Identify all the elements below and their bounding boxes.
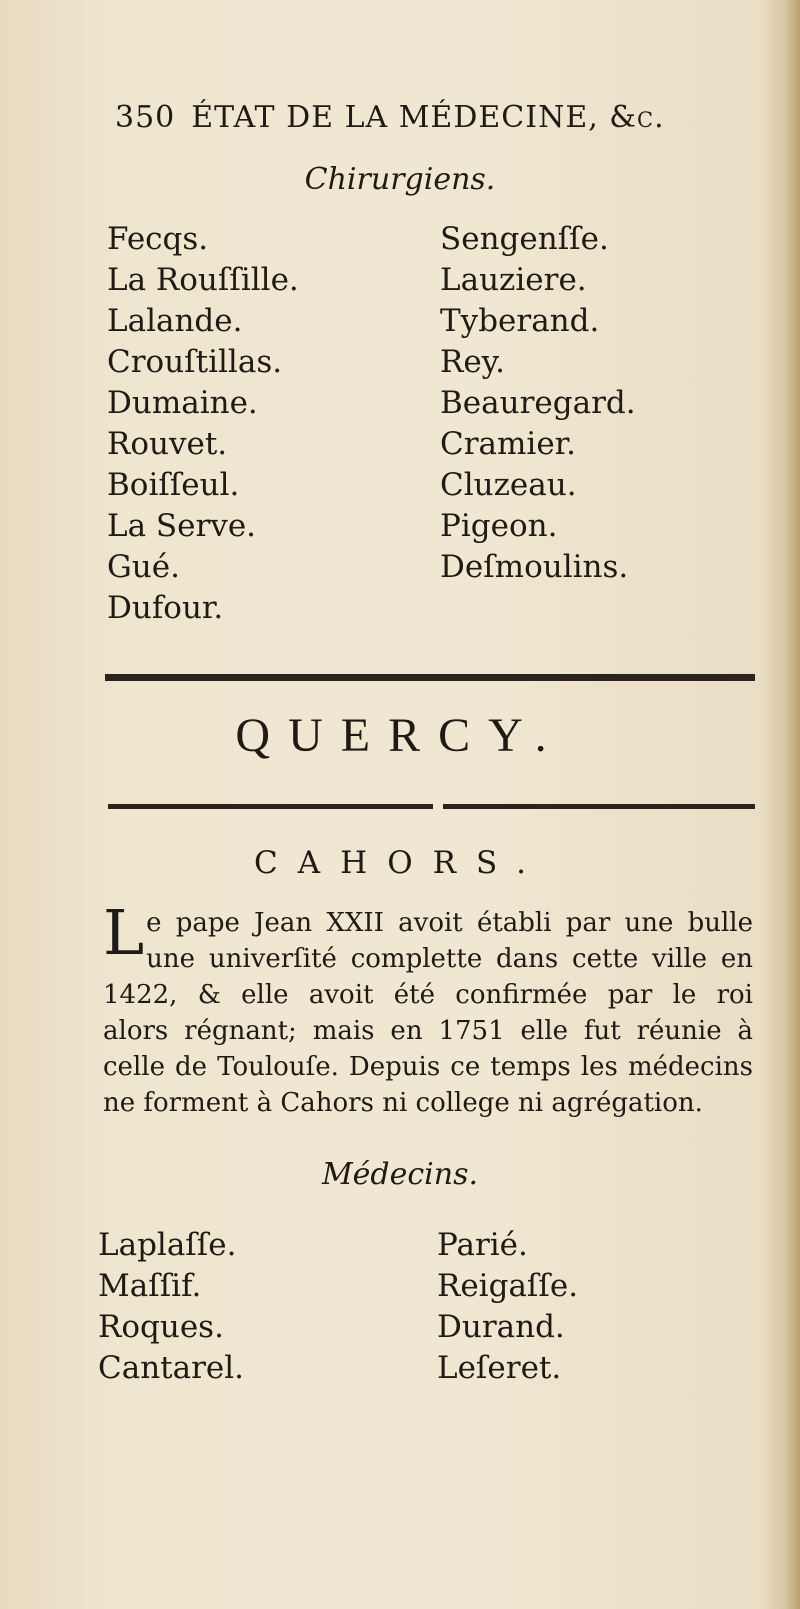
name-entry: Lauziere.	[440, 262, 587, 298]
paragraph-line: alors régnant; mais en 1751 elle fut réunie à	[103, 1016, 753, 1046]
province-title: QUERCY.	[235, 709, 565, 762]
name-entry: Beauregard.	[440, 385, 636, 421]
name-entry: Reigaſſe.	[437, 1268, 579, 1304]
name-entry: Maſſif.	[98, 1268, 202, 1304]
running-title: ÉTAT DE LA MÉDECINE, &c.	[191, 100, 665, 135]
name-entry: Rey.	[440, 344, 505, 380]
name-entry: Parié.	[437, 1227, 528, 1263]
name-entry: La Rouſſille.	[107, 262, 299, 298]
medecins-left-column	[98, 1225, 244, 1389]
drop-cap: L	[103, 896, 145, 969]
cahors-paragraph	[103, 896, 753, 1121]
name-entry: La Serve.	[107, 508, 257, 544]
medecins-right-column	[437, 1225, 578, 1389]
name-entry: Sengenſſe.	[440, 221, 609, 257]
name-entry: Deſmoulins.	[440, 549, 629, 585]
running-header	[115, 100, 715, 140]
paragraph-line: ne forment à Cahors ni college ni agrégation.	[103, 1088, 703, 1118]
horizontal-rule-right	[443, 804, 755, 809]
medecins-heading: Médecins.	[321, 1157, 479, 1192]
name-entry: Gué.	[107, 549, 180, 585]
paragraph-line: e pape Jean XXII avoit établi par une bulle	[146, 908, 753, 938]
chirurgiens-left-column	[107, 219, 299, 629]
horizontal-rule-left	[108, 804, 433, 809]
chirurgiens-heading: Chirurgiens.	[304, 162, 496, 197]
name-entry: Tyberand.	[440, 303, 600, 339]
city-title: CAHORS.	[254, 845, 546, 881]
name-entry: Crouſtillas.	[107, 344, 283, 380]
name-entry: Boiſſeul.	[107, 467, 240, 503]
name-entry: Fecqs.	[107, 221, 209, 257]
name-entry: Cluzeau.	[440, 467, 577, 503]
name-entry: Pigeon.	[440, 508, 558, 544]
chirurgiens-right-column	[440, 219, 636, 588]
name-entry: Leſeret.	[437, 1350, 562, 1386]
name-entry: Rouvet.	[107, 426, 228, 462]
name-entry: Cramier.	[440, 426, 576, 462]
name-entry: Cantarel.	[98, 1350, 245, 1386]
paragraph-line: celle de Toulouſe. Depuis ce temps les médecins	[103, 1052, 753, 1082]
name-entry: Dumaine.	[107, 385, 258, 421]
name-entry: Laplaſſe.	[98, 1227, 237, 1263]
horizontal-rule	[105, 674, 755, 681]
name-entry: Dufour.	[107, 590, 224, 626]
page-edge	[786, 0, 800, 1609]
paragraph-line: une univerſité complette dans cette ville en	[146, 944, 753, 974]
name-entry: Roques.	[98, 1309, 224, 1345]
page-number: 350	[115, 100, 176, 135]
name-entry: Durand.	[437, 1309, 565, 1345]
paragraph-line: 1422, & elle avoit été confirmée par le roi	[103, 980, 753, 1010]
name-entry: Lalande.	[107, 303, 243, 339]
